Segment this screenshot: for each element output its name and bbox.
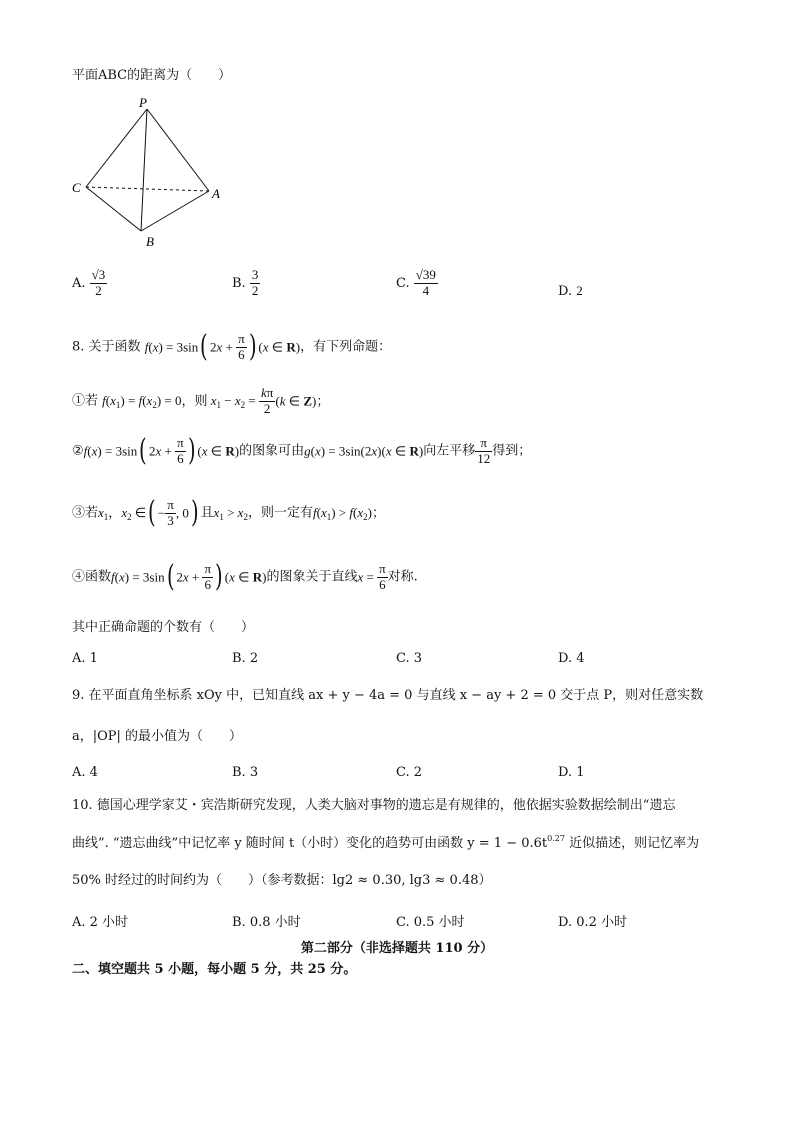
q9-option-a[interactable]: A. 4 xyxy=(72,765,98,780)
tetrahedron-figure xyxy=(66,95,236,255)
q8-statement-2: ②f(x) = 3sin( 2x + $\frac{\pi}{6}$ ) (x ∈ R)的图象可由g(x) = 3sin(2x)(x ∈ R)向左平移 $\frac{\pi}{12}$ 得到； xyxy=(72,433,532,469)
q8-stem: 8. 关于函数 f(x) = 3sin( 2x + $\frac{\pi}{6}$ ) (x ∈ R)，有下列命题： xyxy=(72,329,392,365)
q8-option-a[interactable]: A. 1 xyxy=(72,651,98,666)
label-B: B xyxy=(146,234,154,249)
q7-option-a[interactable]: A. $\frac{√3}{2}$ xyxy=(72,267,106,298)
label-A: A xyxy=(212,186,220,201)
q9-line-1: 9. 在平面直角坐标系 xOy 中，已知直线 ax + y − 4a = 0 与直线 x − ay + 2 = 0 交于点 P，则对任意实数 xyxy=(72,688,704,703)
q8-option-b[interactable]: B. 2 xyxy=(232,651,259,666)
q8-option-c[interactable]: C. 3 xyxy=(396,651,423,666)
q7-option-c[interactable]: C. $\frac{√39}{4}$ xyxy=(396,267,436,298)
q10-option-d[interactable]: D. 0.2 小时 xyxy=(558,915,628,930)
q9-option-c[interactable]: C. 2 xyxy=(396,765,423,780)
q10-line-3: 50% 时经过的时间约为（ ）（参考数据：lg2 ≈ 0.30, lg3 ≈ 0.48） xyxy=(72,873,492,888)
q9-option-b[interactable]: B. 3 xyxy=(232,765,259,780)
label-P: P xyxy=(139,95,147,110)
q8-ask: 其中正确命题的个数有（ ） xyxy=(72,620,255,635)
q10-line-1: 10. 德国心理学家艾・宾浩斯研究发现，人类大脑对事物的遗忘是有规律的，他依据实验数据绘制出“遗忘 xyxy=(72,798,676,813)
q10-option-a[interactable]: A. 2 小时 xyxy=(72,915,129,930)
q10-option-c[interactable]: C. 0.5 小时 xyxy=(396,915,465,930)
q7-option-b[interactable]: B. $\frac{3}{2}$ xyxy=(232,267,259,298)
label-C: C xyxy=(72,180,81,195)
q10-line-2: 曲线”. “遗忘曲线”中记忆率 y 随时间 t（小时）变化的趋势可由函数 $y = 1 - 0.6t^{0.27}$ 近似描述，则记忆率为 xyxy=(72,834,700,851)
q9-option-d[interactable]: D. 1 xyxy=(558,765,585,780)
q7-option-d[interactable]: D. 2 xyxy=(558,283,583,299)
part-two-title: 第二部分（非选择题共 110 分） xyxy=(300,941,494,956)
q10-option-b[interactable]: B. 0.8 小时 xyxy=(232,915,301,930)
q9-line-2: a，|OP| 的最小值为（ ） xyxy=(72,729,243,744)
q8-statement-1: ①若 $f(x_1) = f(x_2) = 0$，则 $x_1 - x_2$ = $\frac{k\pi}{2}$ (k ∈ Z)； xyxy=(72,385,330,416)
q8-statement-3: ③若$x_1$，$x_2$ ∈( − $\frac{\pi}{3}$ , 0) 且$x_1 > x_2$，则一定有$f(x_1) > f(x_2)$； xyxy=(72,495,385,531)
q7-stem: 平面ABC的距离为（ ） xyxy=(72,68,232,83)
q8-statement-4: ④函数f(x) = 3sin( 2x + $\frac{\pi}{6}$ ) (x ∈ R)的图象关于直线x = $\frac{\pi}{6}$ 对称. xyxy=(72,559,418,595)
section-title: 二、填空题共 5 小题，每小题 5 分，共 25 分。 xyxy=(72,962,357,977)
q8-option-d[interactable]: D. 4 xyxy=(558,651,585,666)
